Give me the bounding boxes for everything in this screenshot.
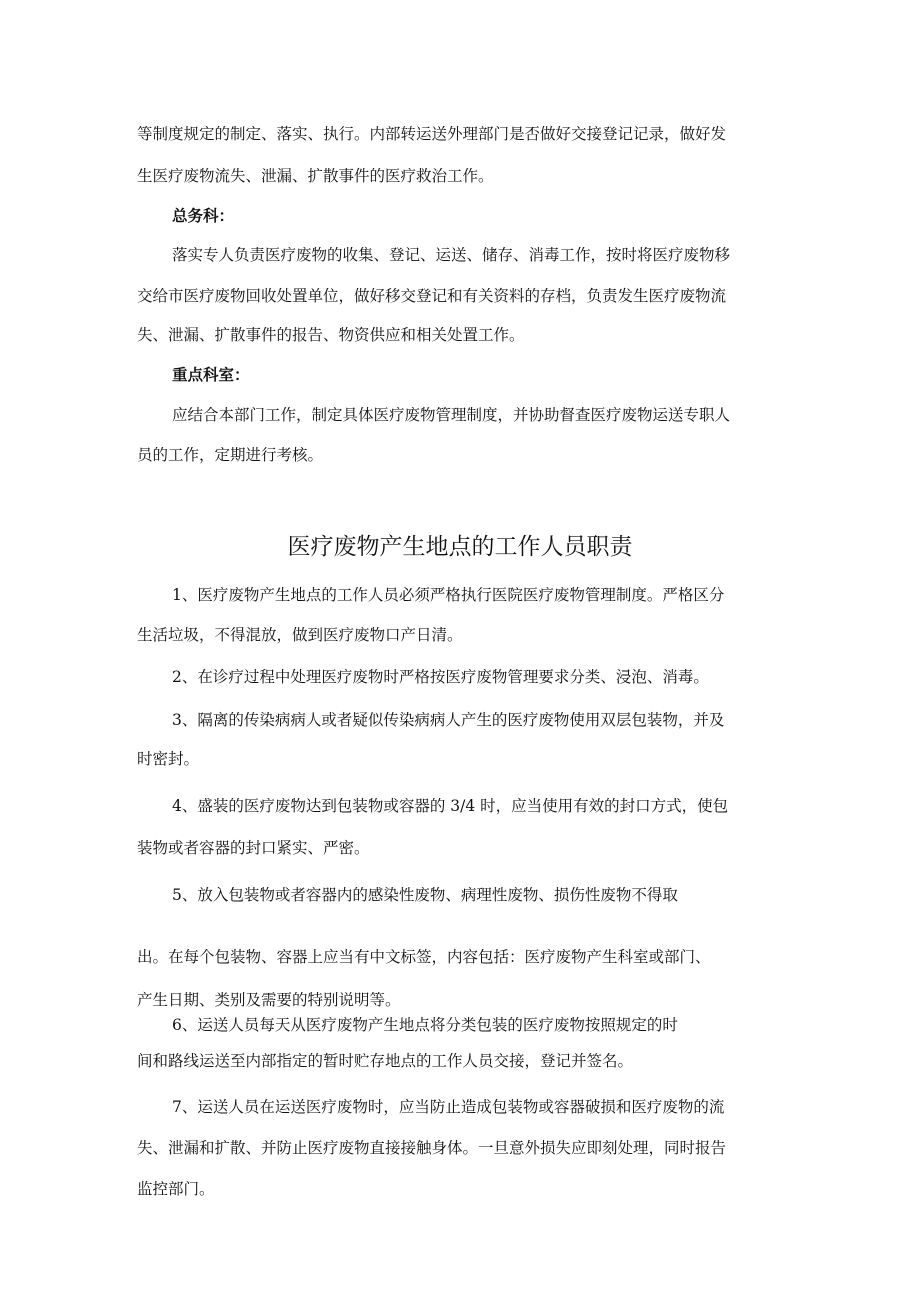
general-affairs-line-2: 交给市医疗废物回收处置单位，做好移交登记和有关资料的存档，负责发生医疗废物流: [137, 287, 727, 305]
item-5-line-2: 出。在每个包装物、容器上应当有中文标签，内容包括：医疗废物产生科室或部门、: [137, 948, 711, 966]
item-7-line-1: 7、运送人员在运送医疗废物时，应当防止造成包装物或容器破损和医疗废物的流: [172, 1098, 725, 1116]
item-6-line-2: 间和路线运送至内部指定的暂时贮存地点的工作人员交接，登记并签名。: [137, 1052, 634, 1070]
item-4-line-1: 4、盛装的医疗废物达到包装物或容器的 3/4 时，应当使用有效的封口方式，使包: [172, 797, 729, 815]
item-1-line-2: 生活垃圾，不得混放，做到医疗废物口产日清。: [137, 626, 463, 644]
key-departments-heading: 重点科室：: [172, 365, 250, 384]
general-affairs-heading: 总务科：: [172, 206, 235, 225]
item-1-line-1: 1、医疗废物产生地点的工作人员必须严格执行医院医疗废物管理制度。严格区分: [172, 586, 725, 604]
item-5-line-1: 5、放入包装物或者容器内的感染性废物、病理性废物、损伤性废物不得取: [172, 886, 678, 904]
item-4-line-2: 装物或者容器的封口紧实、严密。: [137, 839, 370, 857]
intro-line-1: 等制度规定的制定、落实、执行。内部转运送外理部门是否做好交接登记记录，做好发: [137, 125, 727, 143]
key-departments-line-1: 应结合本部门工作，制定具体医疗废物管理制度，并协助督查医疗废物运送专职人: [172, 406, 731, 424]
item-5-line-3: 产生日期、类别及需要的特别说明等。: [137, 991, 401, 1009]
intro-line-2: 生医疗废物流失、泄漏、扩散事件的医疗救治工作。: [137, 167, 494, 185]
item-6-line-1: 6、运送人员每天从医疗废物产生地点将分类包装的医疗废物按照规定的时: [172, 1016, 678, 1034]
item-3-line-2: 时密封。: [137, 750, 200, 768]
item-2-line-1: 2、在诊疗过程中处理医疗废物时严格按医疗废物管理要求分类、浸泡、消毒。: [172, 668, 709, 686]
general-affairs-line-3: 失、泄漏、扩散事件的报告、物资供应和相关处置工作。: [137, 326, 525, 344]
key-departments-line-2: 员的工作，定期进行考核。: [137, 446, 324, 464]
item-7-line-3: 监控部门。: [137, 1180, 215, 1198]
general-affairs-line-1: 落实专人负责医疗废物的收集、登记、运送、储存、消毒工作，按时将医疗废物移: [172, 246, 731, 264]
section-title: 医疗废物产生地点的工作人员职责: [287, 534, 633, 560]
item-3-line-1: 3、隔离的传染病病人或者疑似传染病病人产生的医疗废物使用双层包装物，并及: [172, 711, 725, 729]
item-7-line-2: 失、泄漏和扩散、并防止医疗废物直接接触身体。一旦意外损失应即刻处理，同时报告: [137, 1139, 727, 1157]
